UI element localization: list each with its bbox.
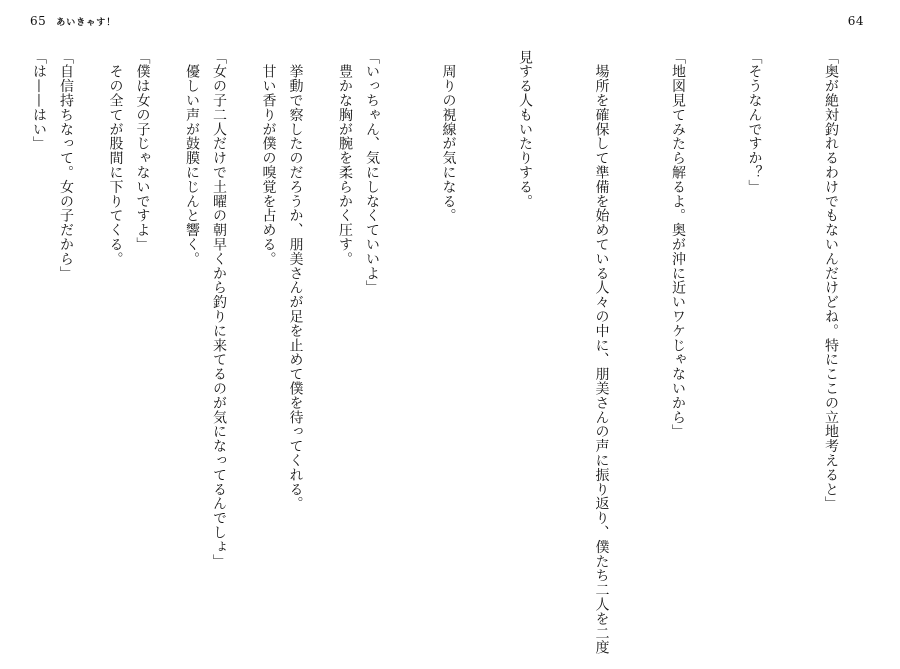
left-page-header — [30, 14, 116, 28]
text-line: 「自信持ちなって。女の子だから」 — [58, 50, 74, 281]
text-line: 挙動で察したのだろうか、朋美さんが足を止めて僕を待ってくれる。 — [287, 50, 304, 511]
text-line: 「女の子二人だけで土曜の朝早くから釣りに来てるのが気になってるんでしょ」 — [211, 50, 227, 569]
text-line: 「いっちゃん、気にしなくていいよ」 — [364, 50, 380, 295]
text-line: 優しい声が鼓膜にじんと響く。 — [184, 50, 200, 266]
text-line: 「奥が絶対釣れるわけでもないんだけどね。特にここの立地考えると」 — [823, 50, 839, 511]
text-line: 「僕は女の子じゃないですよ」 — [134, 50, 151, 252]
left-page-number: 65 — [30, 14, 47, 28]
text-line: 豊かな胸が腕を柔らかく圧す。 — [337, 50, 353, 266]
text-line — [0, 50, 2, 610]
text-line: 「は——はい」 — [31, 50, 47, 151]
text-line: 「そうなんですか？」 — [746, 50, 763, 194]
running-title: あいきゃす！ — [56, 18, 117, 28]
text-line: その全てが股間に下りてくる。 — [107, 50, 124, 266]
right-page-number: 64 — [847, 14, 864, 28]
text-line: 見する人もいたりする。 — [517, 50, 533, 209]
text-line: 周りの視線が気になる。 — [440, 50, 457, 223]
text-line: 「地図見てみたら解るよ。奥が沖に近いワケじゃないから」 — [670, 50, 686, 439]
text-line: 場所を確保して準備を始めている人々の中に、朋美さんの声に振り返り、僕たち二人を二度 — [593, 50, 610, 655]
right-page-header — [848, 14, 864, 28]
text-line: 甘い香りが僕の嗅覚を占める。 — [260, 50, 277, 266]
